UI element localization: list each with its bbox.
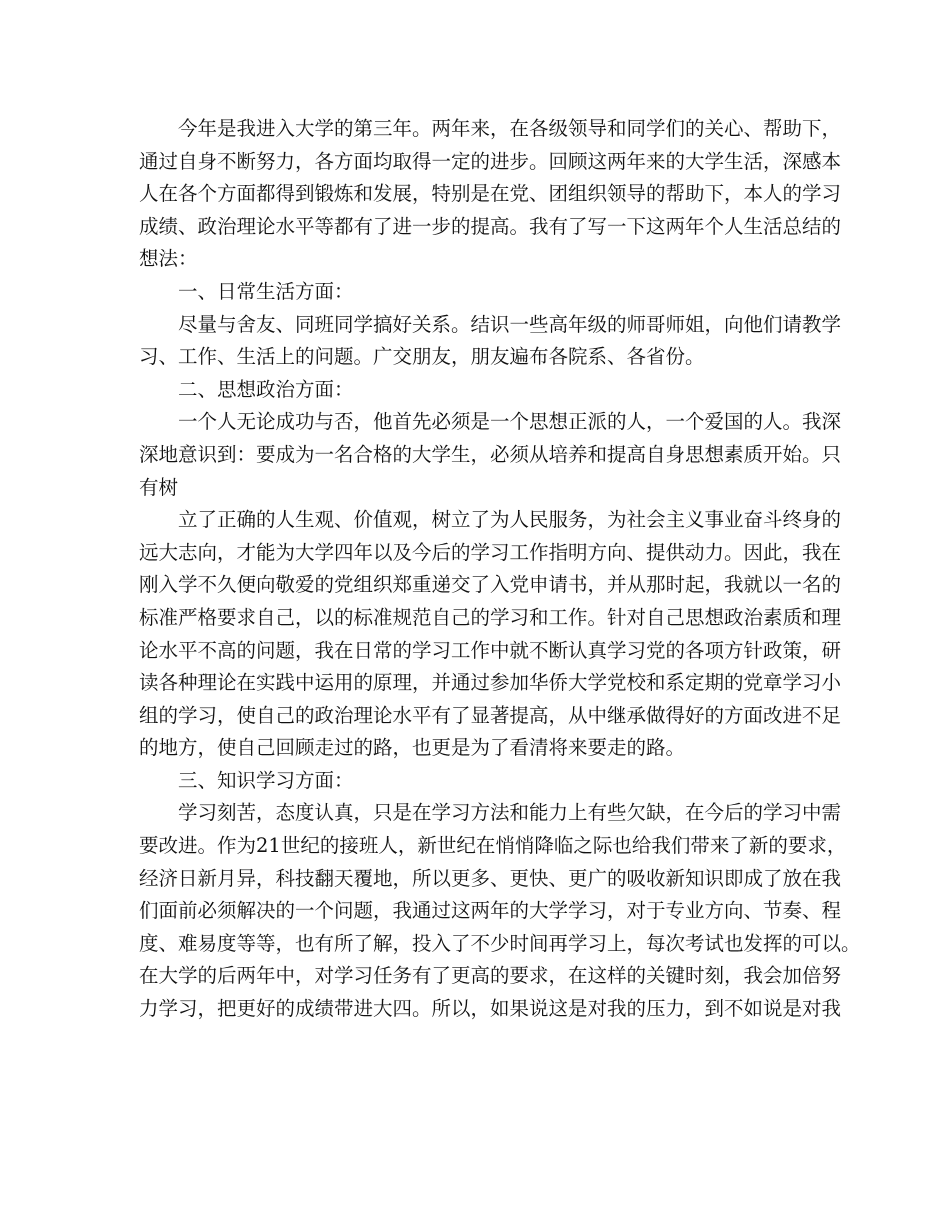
text-line: 在大学的后两年中，对学习任务有了更高的要求，在这样的关键时刻，我会加倍努 (139, 964, 842, 988)
paragraph (139, 797, 861, 1025)
text-line: 经济日新月异，科技翻天覆地，所以更多、更快、更广的吸收新知识即成了放在我 (139, 866, 842, 890)
document-body (139, 113, 861, 1026)
text-line: 想法： (139, 247, 198, 271)
text-line: 的地方，使自己回顾走过的路，也更是为了看清将来要走的路。 (139, 736, 686, 760)
paragraph (139, 309, 842, 374)
text-line: 今年是我进入大学的第三年。两年来，在各级领导和同学们的关心、帮助下， (178, 117, 842, 140)
text-line: 通过自身不断努力，各方面均取得一定的进步。回顾这两年来的大学生活，深感本 (139, 149, 842, 173)
text-line: 要改进。作为21世纪的接班人，新世纪在悄悄降临之际也给我们带来了新的要求， (139, 834, 847, 858)
paragraph (139, 276, 819, 309)
paragraph (139, 406, 842, 504)
text-line: 论水平不高的问题，我在日常的学习工作中就不断认真学习党的各项方针政策，研 (139, 638, 842, 662)
text-line: 读各种理论在实践中运用的原理，并通过参加华侨大学党校和系定期的党章学习小 (139, 671, 842, 695)
text-line: 尽量与舍友、同班同学搞好关系。结识一些高年级的师哥师姐，向他们请教学 (178, 312, 842, 336)
text-line: 立了正确的人生观、价值观，树立了为人民服务，为社会主义事业奋斗终身的 (178, 508, 842, 532)
text-line: 刚入学不久便向敬爱的党组织郑重递交了入党申请书，并从那时起，我就以一名的 (139, 573, 842, 597)
text-line: 一、日常生活方面： (178, 279, 354, 303)
text-line: 三、知识学习方面： (178, 768, 354, 792)
text-line: 们面前必须解决的一个问题，我通过这两年的大学学习，对于专业方向、节奏、程 (139, 899, 842, 923)
text-line: 人在各个方面都得到锻炼和发展，特别是在党、团组织领导的帮助下，本人的学习 (139, 182, 842, 206)
text-line: 一个人无论成功与否，他首先必须是一个思想正派的人，一个爱国的人。我深 (178, 410, 842, 434)
paragraph (139, 113, 842, 276)
text-line: 标准严格要求自己，以的标准规范自己的学习和工作。针对自己思想政治素质和理 (139, 605, 842, 629)
text-line: 度、难易度等等，也有所了解，投入了不少时间再学习上，每次考试也发挥的可以。 (139, 931, 861, 955)
paragraph (139, 374, 819, 407)
paragraph (139, 504, 842, 765)
text-line: 二、思想政治方面： (178, 377, 354, 401)
text-line: 力学习，把更好的成绩带进大四。所以，如果说这是对我的压力，到不如说是对我 (139, 997, 842, 1021)
text-line: 远大志向，才能为大学四年以及今后的学习工作指明方向、提供动力。因此，我在 (139, 540, 842, 564)
paragraph (139, 765, 819, 798)
text-line: 习、工作、生活上的问题。广交朋友，朋友遍布各院系、各省份。 (139, 345, 705, 369)
text-line: 有树 (139, 475, 179, 499)
text-line: 学习刻苦，态度认真，只是在学习方法和能力上有些欠缺，在今后的学习中需 (178, 801, 842, 825)
text-line: 深地意识到：要成为一名合格的大学生，必须从培养和提高自身思想素质开始。只 (139, 442, 842, 466)
text-line: 成绩、政治理论水平等都有了进一步的提高。我有了写一下这两年个人生活总结的 (139, 214, 842, 238)
text-line: 组的学习，使自己的政治理论水平有了显著提高，从中继承做得好的方面改进不足 (139, 703, 842, 727)
